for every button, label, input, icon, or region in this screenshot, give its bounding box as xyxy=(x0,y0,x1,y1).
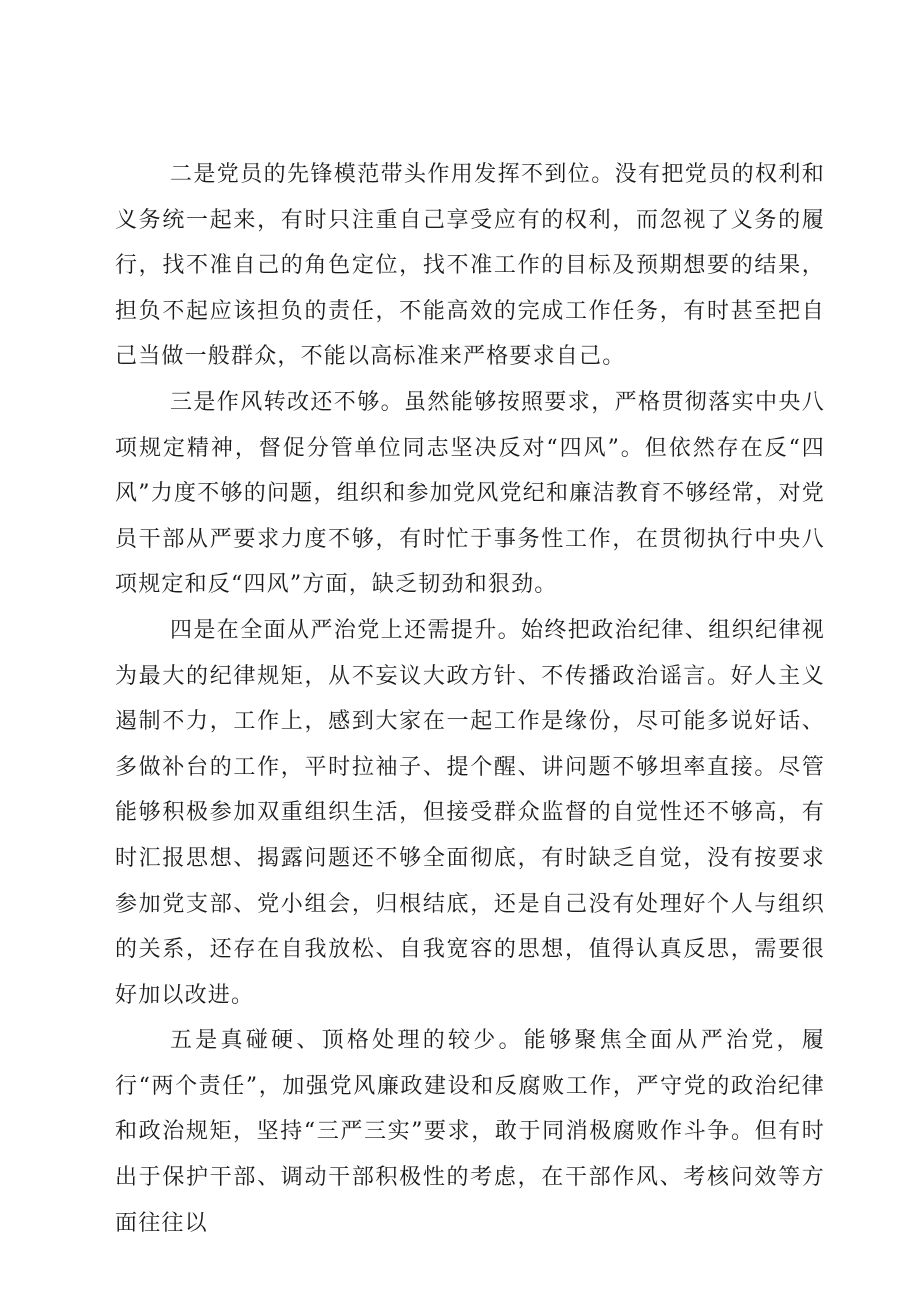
paragraph-5: 五是真碰硬、顶格处理的较少。能够聚焦全面从严治党，履行“两个责任”，加强党风廉政建设和反腐败工作，严守党的政治纪律和政治规矩，坚持“三严三实”要求，敢于同消极腐败作斗争。但有时出于保护干部、调动干部积极性的考虑，在干部作风、考核问效等方面往往以 xyxy=(115,1028,825,1236)
paragraph-2: 二是党员的先锋模范带头作用发挥不到位。没有把党员的权利和义务统一起来，有时只注重自己享受应有的权利，而忽视了义务的履行，找不准自己的角色定位，找不准工作的目标及预期想要的结果，担负不起应该担负的责任，不能高效的完成工作任务，有时甚至把自己当做一般群众，不能以高标准来严格要求自己。 xyxy=(115,162,825,370)
paragraph-4: 四是在全面从严治党上还需提升。始终把政治纪律、组织纪律视为最大的纪律规矩，从不妄议大政方针、不传播政治谣言。好人主义遏制不力，工作上，感到大家在一起工作是缘份，尽可能多说好话、多做补台的工作，平时拉袖子、提个醒、讲问题不够坦率直接。尽管能够积极参加双重组织生活，但接受群众监督的自觉性还不够高，有时汇报思想、揭露问题还不够全面彻底，有时缺乏自觉，没有按要求参加党支部、党小组会，归根结底，还是自己没有处理好个人与组织的关系，还存在自我放松、自我宽容的思想，值得认真反思，需要很好加以改进。 xyxy=(115,617,825,1008)
document-body xyxy=(115,152,825,1246)
paragraph-3: 三是作风转改还不够。虽然能够按照要求，严格贯彻落实中央八项规定精神，督促分管单位同志坚决反对“四风”。但依然存在反“四风”力度不够的问题，组织和参加党风党纪和廉洁教育不够经常，对党员干部从严要求力度不够，有时忙于事务性工作，在贯彻执行中央八项规定和反“四风”方面，缺乏韧劲和狠劲。 xyxy=(115,389,825,598)
